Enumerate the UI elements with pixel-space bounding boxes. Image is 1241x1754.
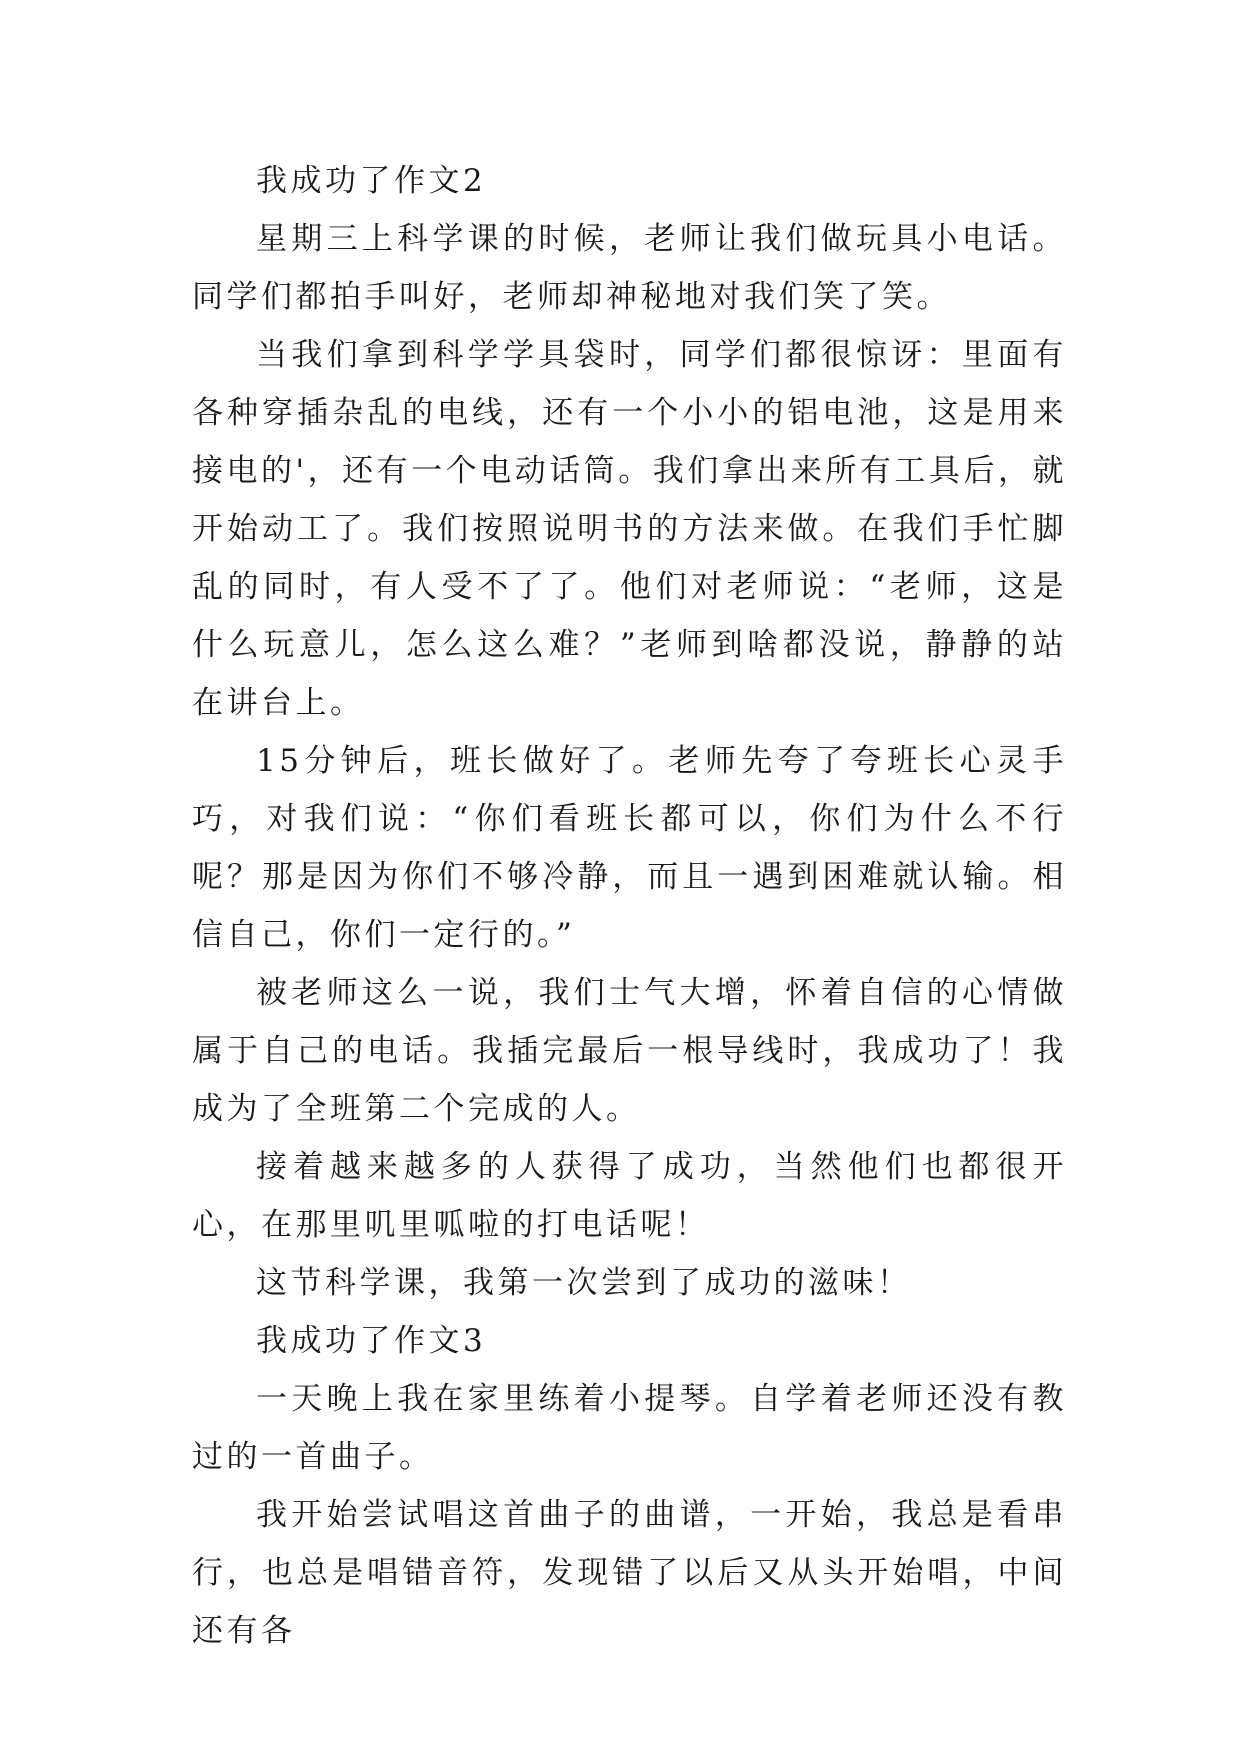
- essay-title-2: 我成功了作文2: [256, 163, 487, 199]
- paragraph: 当我们拿到科学学具袋时，同学们都很惊讶：里面有各种穿插杂乱的电线，还有一个小小的铝电池，这是用来接电的'，还有一个电动话筒。我们拿出来所有工具后，就开始动工了。我们按照说明书的方法来做。在我们手忙脚乱的同时，有人受不了了。他们对老师说：“老师，这是什么玩意儿，怎么这么难？”老师到啥都没说，静静的站在讲台上。: [192, 337, 1067, 721]
- paragraph: 15分钟后，班长做好了。老师先夸了夸班长心灵手巧，对我们说：“你们看班长都可以，你们为什么不行呢？那是因为你们不够冷静，而且一遇到困难就认输。相信自己，你们一定行的。”: [192, 743, 1067, 953]
- document-body: [192, 152, 1067, 1660]
- essay-title-3: 我成功了作文3: [256, 1323, 487, 1359]
- paragraph: 一天晚上我在家里练着小提琴。自学着老师还没有教过的一首曲子。: [192, 1381, 1067, 1475]
- paragraph: 接着越来越多的人获得了成功，当然他们也都很开心，在那里叽里呱啦的打电话呢！: [192, 1149, 1067, 1243]
- paragraph: 被老师这么一说，我们士气大增，怀着自信的心情做属于自己的电话。我插完最后一根导线时，我成功了！我成为了全班第二个完成的人。: [192, 975, 1067, 1127]
- paragraph: 这节科学课，我第一次尝到了成功的滋味！: [256, 1265, 912, 1301]
- paragraph: 我开始尝试唱这首曲子的曲谱，一开始，我总是看串行，也总是唱错音符，发现错了以后又从头开始唱，中间还有各: [192, 1497, 1067, 1649]
- paragraph: 星期三上科学课的时候，老师让我们做玩具小电话。同学们都拍手叫好，老师却神秘地对我们笑了笑。: [192, 221, 1067, 315]
